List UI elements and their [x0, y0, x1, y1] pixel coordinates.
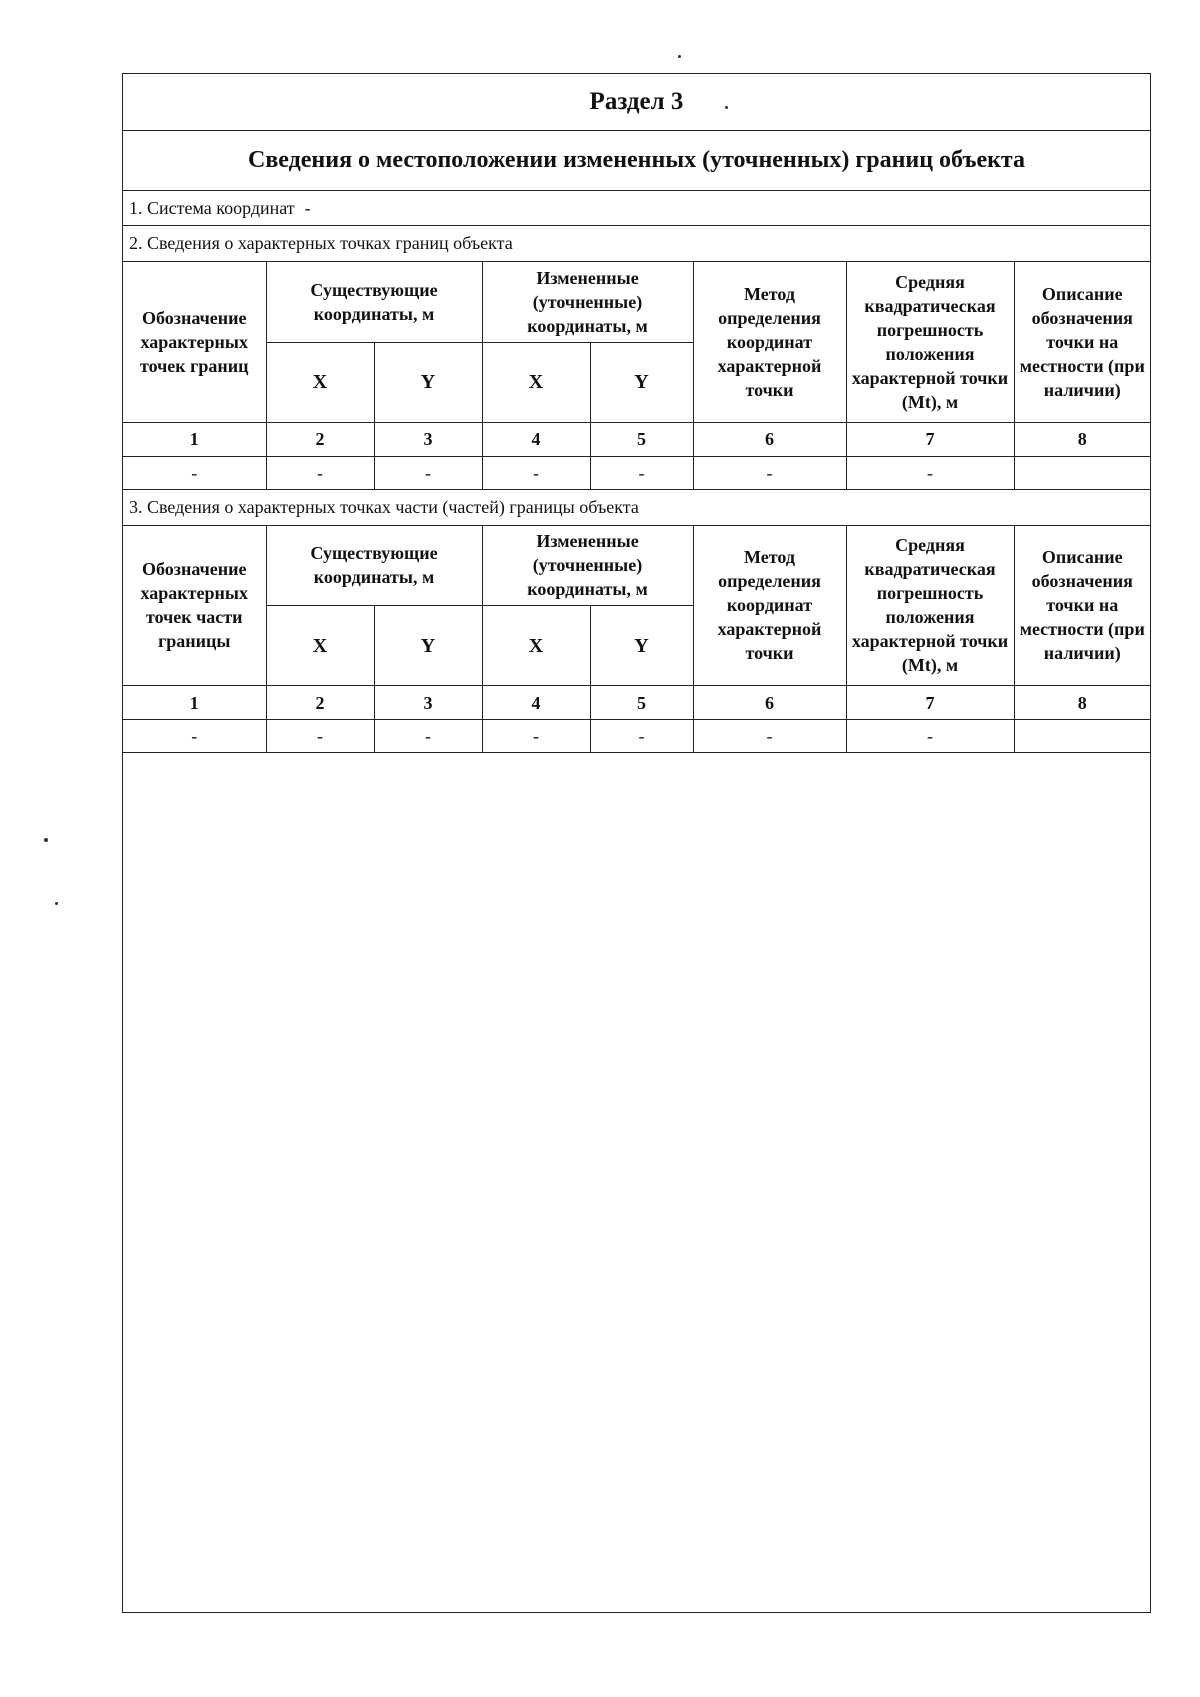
table2-header-existing-x: X	[266, 606, 374, 686]
table2-cell: -	[846, 720, 1014, 753]
table2-cell: -	[266, 720, 374, 753]
table2-cell: -	[123, 720, 266, 753]
table1-colnum: 5	[590, 422, 693, 456]
document-frame	[122, 73, 1151, 1613]
table1-cell: -	[590, 456, 693, 489]
table2-header-changed-y: Y	[590, 606, 693, 686]
table2-colnum: 6	[693, 686, 846, 720]
table1-column-numbers-row	[123, 422, 1150, 456]
table2-header-existing: Существующие координаты, м	[266, 526, 482, 606]
table1-caption: 2. Сведения о характерных точках границ объекта	[129, 233, 513, 253]
boundary-part-points-table	[123, 526, 1150, 754]
table2-header-changed: Измененные (уточненные) координаты, м	[482, 526, 693, 606]
table2-header-designation: Обозначение характерных точек части границы	[123, 526, 266, 686]
scan-speck	[44, 838, 48, 842]
table1-header-method: Метод определения координат характерной точки	[693, 262, 846, 422]
table2-caption-row	[123, 490, 1150, 526]
table2-header-description: Описание обозначения точки на местности (при наличии)	[1014, 526, 1150, 686]
table1-cell	[1014, 456, 1150, 489]
boundary-points-table	[123, 262, 1150, 490]
table1-header-existing-x: X	[266, 342, 374, 422]
table2-column-numbers-row	[123, 686, 1150, 720]
table2-colnum: 5	[590, 686, 693, 720]
table1-header-changed-x: X	[482, 342, 590, 422]
table1-header-existing-y: Y	[374, 342, 482, 422]
table1-colnum: 7	[846, 422, 1014, 456]
table2-cell: -	[482, 720, 590, 753]
table1-colnum: 1	[123, 422, 266, 456]
section-title: Раздел 3	[589, 88, 684, 115]
table1-cell: -	[846, 456, 1014, 489]
table1-header-error: Средняя квадратическая погрешность положения характерной точки (Mt), м	[846, 262, 1014, 422]
table2-colnum: 1	[123, 686, 266, 720]
table2-colnum: 4	[482, 686, 590, 720]
table2-header-method: Метод определения координат характерной точки	[693, 526, 846, 686]
table-row	[123, 456, 1150, 489]
table1-header-changed: Измененные (уточненные) координаты, м	[482, 262, 693, 342]
table2-cell: -	[374, 720, 482, 753]
table2-colnum: 8	[1014, 686, 1150, 720]
table1-cell: -	[123, 456, 266, 489]
section-title-row	[123, 74, 1150, 131]
table2-header-error: Средняя квадратическая погрешность положения характерной точки (Mt), м	[846, 526, 1014, 686]
table2-colnum: 2	[266, 686, 374, 720]
coord-system-row	[123, 191, 1150, 226]
coord-system-label: 1. Система координат	[129, 197, 295, 218]
table1-colnum: 4	[482, 422, 590, 456]
table1-colnum: 8	[1014, 422, 1150, 456]
scan-speck	[678, 55, 681, 58]
coord-system-value: -	[304, 197, 311, 218]
scan-speck	[725, 106, 728, 109]
table1-colnum: 6	[693, 422, 846, 456]
section-heading-row	[123, 131, 1150, 191]
table1-header-existing: Существующие координаты, м	[266, 262, 482, 342]
section-heading: Сведения о местоположении измененных (уточненных) границ объекта	[247, 147, 1026, 173]
scan-speck	[55, 902, 58, 905]
table1-header-description: Описание обозначения точки на местности (при наличии)	[1014, 262, 1150, 422]
table1-header-changed-y: Y	[590, 342, 693, 422]
table-row	[123, 720, 1150, 753]
table2-colnum: 7	[846, 686, 1014, 720]
table2-cell: -	[590, 720, 693, 753]
table1-cell: -	[693, 456, 846, 489]
table2-cell: -	[693, 720, 846, 753]
table1-cell: -	[266, 456, 374, 489]
table1-cell: -	[374, 456, 482, 489]
table2-header-existing-y: Y	[374, 606, 482, 686]
table2-colnum: 3	[374, 686, 482, 720]
table1-colnum: 2	[266, 422, 374, 456]
table2-caption: 3. Сведения о характерных точках части (частей) границы объекта	[129, 496, 639, 517]
table1-caption-row	[123, 226, 1150, 262]
table1-cell: -	[482, 456, 590, 489]
table1-header-designation: Обозначение характерных точек границ	[123, 262, 266, 422]
table2-cell	[1014, 720, 1150, 753]
table2-header-changed-x: X	[482, 606, 590, 686]
table1-colnum: 3	[374, 422, 482, 456]
